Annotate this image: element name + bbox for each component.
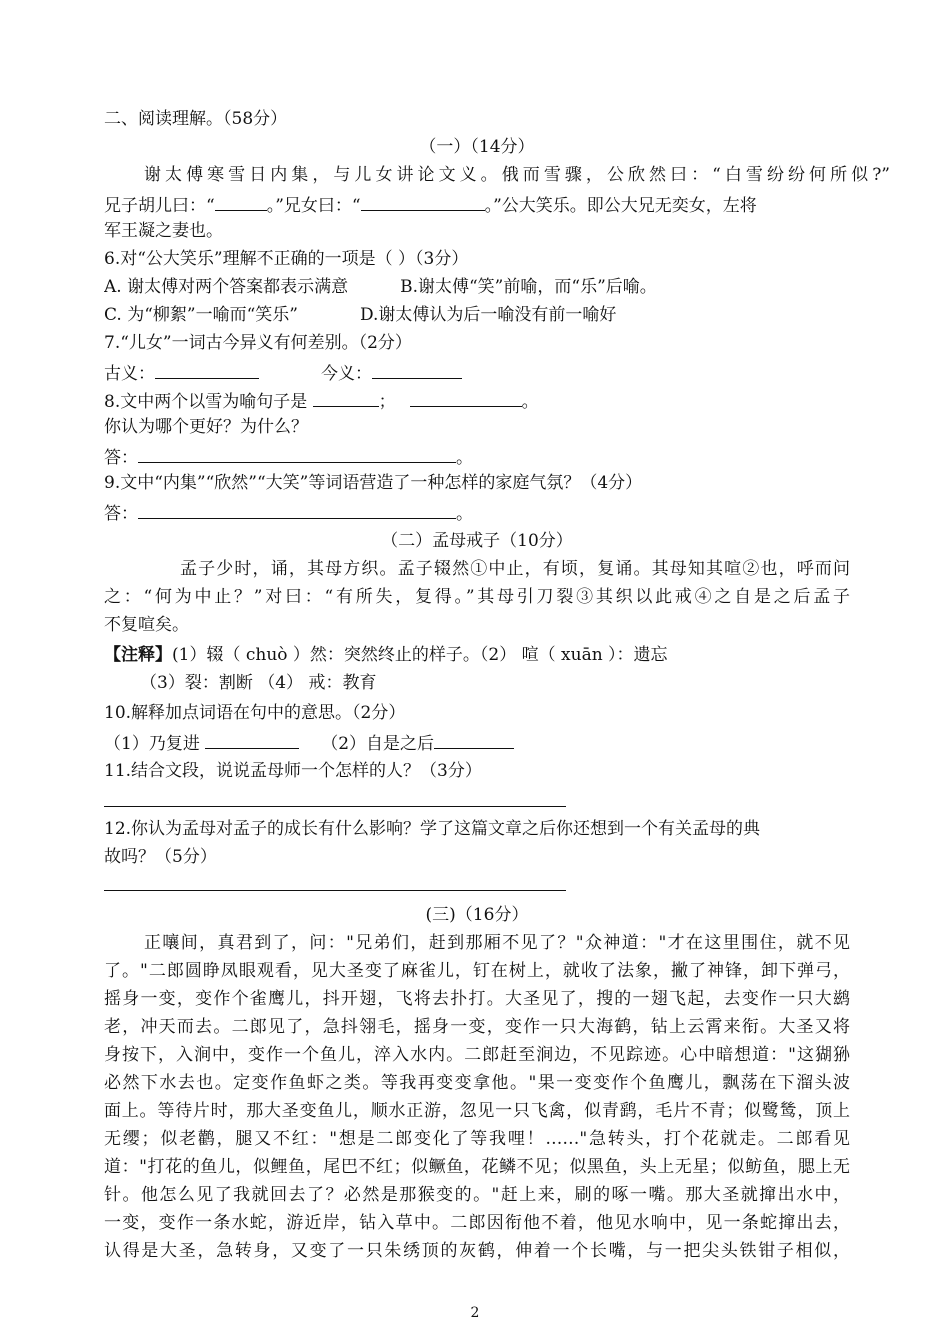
part3-passage-line: 必然下水去也。定变作鱼虾之类。等我再变变拿他。"果一变变作个鱼鹰儿，飘荡在下溜头波	[104, 1073, 850, 1093]
ancient-meaning-label: 古义：	[104, 364, 155, 384]
answer-line[interactable]	[104, 890, 566, 891]
option-c: C. 为“柳絮”一喻而“笑乐”	[104, 305, 298, 325]
question-7: 7.“儿女”一词古今异义有何差别。（2分）	[104, 333, 412, 353]
part2-passage-line: 之：“何为中止？”对曰：“有所失，复得。”其母引刀裂③其织以此戒④之自是之后孟子	[104, 587, 850, 607]
notes-label: 【注释】	[104, 645, 172, 665]
section-title: 二、阅读理解。（58分）	[104, 109, 288, 129]
passage-text: 。”兄女曰：“	[266, 196, 361, 216]
question-8-text: 8.文中两个以雪为喻句子是	[104, 392, 308, 412]
part3-passage-line: 了。"二郎圆睁凤眼观看，见大圣变了麻雀儿，钉在树上，就收了法象，撇了神锋，卸下弹弓，	[104, 961, 850, 981]
part3-passage-line: 一变，变作一条水蛇，游近岸，钻入草中。二郎因衔他不着，他见水响中，见一条蛇撺出去，	[104, 1213, 850, 1233]
q10-item-1: （1）乃复进	[104, 734, 200, 754]
modern-meaning-label: 今义：	[321, 364, 372, 384]
period: 。	[456, 448, 473, 468]
part2-heading: （二）孟母戒子（10分）	[381, 531, 573, 551]
question-10: 10.解释加点词语在句中的意思。（2分）	[104, 703, 406, 723]
part2-passage-line: 不复喧矣。	[104, 615, 189, 635]
part3-passage-line: 道："打花的鱼儿，似鲤鱼，尾巴不红；似鳜鱼，花鳞不见；似黑鱼，头上无星；似鲂鱼，腮上无	[104, 1157, 850, 1177]
answer-blank[interactable]	[313, 388, 379, 407]
period: 。	[456, 504, 473, 524]
answer-blank[interactable]	[361, 192, 485, 211]
part1-passage-line	[104, 192, 850, 216]
part3-passage-line: 正嚷间，真君到了，问："兄弟们，赶到那厢不见了？"众神道："才在这里围住，就不见	[144, 933, 850, 953]
answer-blank[interactable]	[155, 360, 259, 379]
answer-blank[interactable]	[372, 360, 462, 379]
note-text: (1）辍（ chuò ）然：突然终止的样子。（2） 喧（ xuān ）：遗忘	[172, 645, 668, 665]
answer-blank[interactable]	[215, 192, 267, 211]
part3-passage-line: 老，冲天而去。二郎见了，急抖翎毛，摇身一变，变作一只大海鹤，钻上云霄来衔。大圣又将	[104, 1017, 850, 1037]
answer-label: 答：	[104, 448, 138, 468]
option-d: D.谢太傅认为后一喻没有前一喻好	[359, 305, 617, 325]
option-a: A. 谢太傅对两个答案都表示满意	[104, 277, 349, 297]
part3-passage-line: 身按下，入涧中，变作一个鱼儿，淬入水内。二郎赶至涧边，不见踪迹。心中暗想道："这猢狲	[104, 1045, 850, 1065]
part3-passage-line: 摇身一变，变作个雀鹰儿，抖开翅，飞将去扑打。大圣见了，搜的一翅飞起，去变作一只大鹚	[104, 989, 850, 1009]
q10-item-2: （2）自是之后	[321, 734, 435, 754]
question-12-line: 12.你认为孟母对孟子的成长有什么影响？学了这篇文章之后你还想到一个有关孟母的典	[104, 819, 761, 839]
answer-blank[interactable]	[138, 444, 456, 463]
period: 。	[521, 392, 539, 412]
part3-heading: (三)（16分）	[425, 905, 529, 925]
part1-passage-line: 谢太傅寒雪日内集，与儿女讲论文义。俄而雪骤，公欣然曰：“白雪纷纷何所似?”	[144, 165, 890, 185]
question-10-items	[104, 730, 850, 754]
notes-line	[104, 644, 850, 668]
question-6: 6.对“公大笑乐”理解不正确的一项是（ ）（3分）	[104, 249, 469, 269]
question-6-options-row2	[104, 304, 850, 328]
page-number: 2	[470, 1305, 480, 1321]
answer-label: 答：	[104, 504, 138, 524]
question-11: 11.结合文段，说说孟母师一个怎样的人？（3分）	[104, 761, 482, 781]
question-9: 9.文中“内集”“欣然”“大笑”等词语营造了一种怎样的家庭气氛？（4分）	[104, 473, 643, 493]
part3-passage-line: 认得是大圣，急转身，又变了一只朱绣顶的灰鹤，伸着一个长嘴，与一把尖头铁钳子相似，	[104, 1241, 850, 1261]
part1-passage-line: 军王凝之妻也。	[104, 221, 223, 241]
question-8	[104, 388, 850, 412]
question-8-answer	[104, 444, 850, 468]
answer-blank[interactable]	[138, 500, 456, 519]
answer-blank[interactable]	[410, 388, 522, 407]
part2-passage-line: 孟子少时，诵，其母方织。孟子辍然①中止，有顷，复诵。其母知其喧②也，呼而问	[180, 559, 850, 579]
passage-text: 。”公大笑乐。即公大兄无奕女，左将	[484, 196, 757, 216]
part3-passage-line: 面上。等待片时，那大圣变鱼儿，顺水正游，忽见一只飞禽，似青鹞，毛片不青；似鹭鸶，顶上	[104, 1101, 850, 1121]
question-9-answer	[104, 500, 850, 524]
answer-blank[interactable]	[205, 730, 299, 749]
question-8-ask: 你认为哪个更好？为什么？	[104, 417, 308, 437]
question-12-line: 故吗？（5分）	[104, 847, 217, 867]
part3-passage-line: 无缨；似老鹳，腿又不红："想是二郎变化了等我哩！……"急转头，打个花就走。二郎看见	[104, 1129, 850, 1149]
answer-blank[interactable]	[434, 730, 514, 749]
passage-text: 兄子胡儿曰：“	[104, 196, 215, 216]
question-7-answers	[104, 360, 850, 384]
separator: ；	[378, 392, 396, 412]
part1-heading: （一）（14分）	[419, 137, 535, 157]
option-b: B.谢太傅“笑”前喻，而“乐”后喻。	[400, 277, 657, 297]
answer-line[interactable]	[104, 806, 566, 807]
part3-passage-line: 针。他怎么见了我就回去了？必然是那猴变的。"赶上来，刷的啄一嘴。那大圣就撺出水中，	[104, 1185, 850, 1205]
question-6-options-row1	[104, 276, 850, 300]
notes-line-2: （3）裂：割断 （4） 戒：教育	[140, 673, 377, 693]
